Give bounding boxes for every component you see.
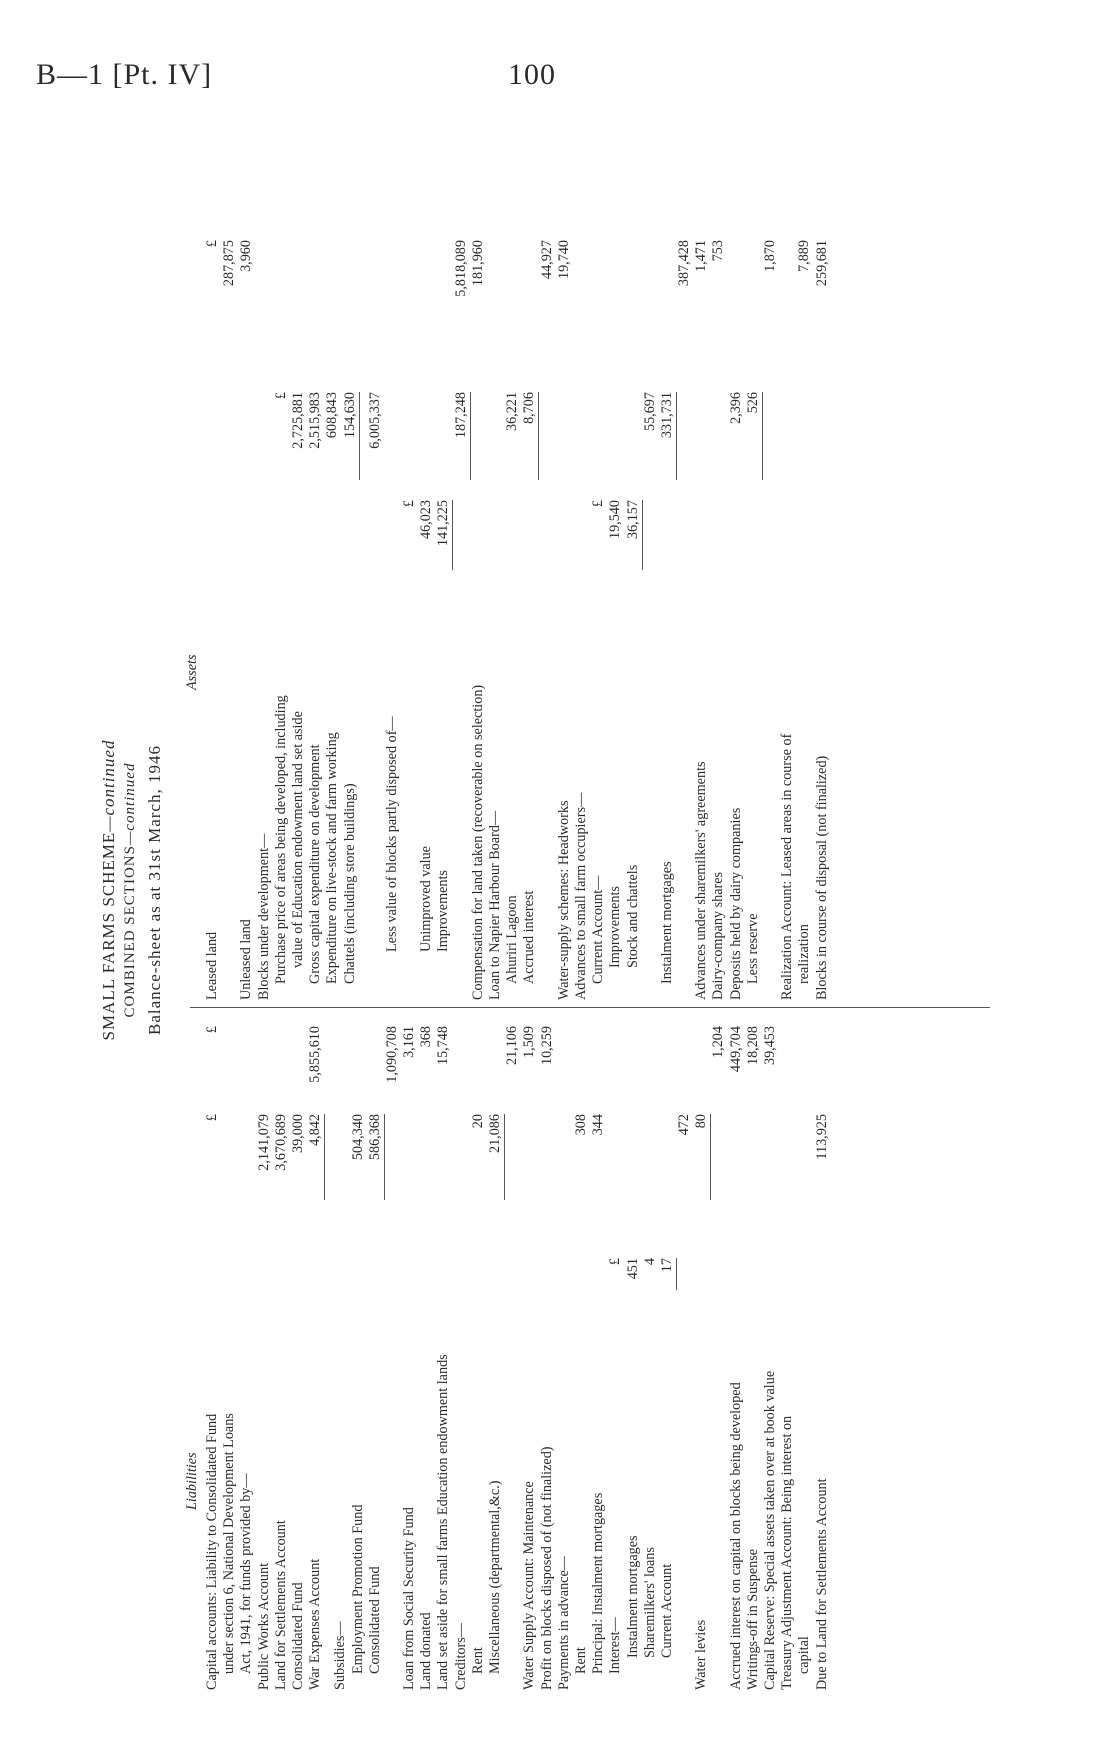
assets-row-label: Improvements [607, 886, 624, 968]
liabilities-row-label: Rent [469, 1647, 486, 1674]
assets-row-label: realization [796, 924, 813, 984]
liabilities-row [659, 1020, 676, 1690]
assets-heading: Assets [184, 654, 200, 690]
liabilities-amount-c2: 1,090,708 [383, 1026, 400, 1083]
assets-row-label: Deposits held by dairy companies [727, 807, 744, 1000]
liabilities-row [204, 1020, 221, 1690]
liabilities-row [642, 1020, 659, 1690]
liabilities-row-label: under section 6, National Development Loans [221, 1413, 238, 1674]
assets-row [342, 230, 359, 1000]
liabilities-amount-c2: 39,453 [762, 1026, 778, 1066]
liabilities-row [418, 1020, 435, 1690]
assets-amount-a2: 19,740 [555, 240, 572, 280]
assets-row-label: value of Education endowment land set aside [289, 711, 306, 968]
liabilities-row [350, 1020, 367, 1690]
assets-row [779, 230, 796, 1000]
assets-amount-a2: 3,960 [238, 240, 255, 272]
liabilities-amount-c0: £ [607, 1258, 624, 1266]
page-number: 100 [508, 58, 556, 91]
rotated-balance-sheet [100, 90, 980, 1690]
liabilities-row-label: Instalment mortgages [624, 1535, 641, 1658]
assets-row-label: Gross capital expenditure on development [307, 744, 324, 984]
liabilities-amount-c2: 10,259 [538, 1026, 555, 1066]
liabilities-amount-c1: £ [204, 1114, 220, 1122]
assets-amount-a0: 46,023 [418, 500, 435, 540]
assets-row-label: Compensation for land taken (recoverable on selection) [469, 684, 486, 1000]
liabilities-row [521, 1020, 538, 1690]
assets-row [453, 230, 470, 1000]
liabilities-row-label: Due to Land for Settlements Account [813, 1478, 830, 1690]
liabilities-row-label: Profit on blocks disposed of (not finalized) [538, 1446, 555, 1690]
liabilities-table [204, 1020, 831, 1690]
liabilities-row-label: Consolidated Fund [289, 1582, 306, 1690]
liabilities-row-label: Public Works Account [255, 1562, 272, 1690]
liabilities-amount-c1: 39,000 [289, 1114, 306, 1154]
title-line-3: Balance-sheet as at 31st March, 1946 [145, 745, 164, 1035]
liabilities-row-label: Consolidated Fund [366, 1566, 383, 1674]
liabilities-spacer [324, 1020, 332, 1690]
assets-amount-a1: 2,396 [727, 392, 744, 424]
assets-row [487, 230, 504, 1000]
liabilities-amount-c0: 17 [658, 1258, 675, 1273]
assets-row-label: Advances under sharemilkers' agreements [693, 761, 710, 1000]
liabilities-row [710, 1020, 727, 1690]
assets-row-label: Chattels (including store buildings) [341, 783, 358, 984]
assets-amount-a1: 36,221 [504, 392, 521, 432]
liabilities-amount-c2: £ [204, 1026, 220, 1034]
assets-row-label: Realization Account: Leased areas in course of [779, 733, 796, 1000]
liabilities-amount-c1: 344 [590, 1114, 607, 1136]
liabilities-row-label: Subsidies— [332, 1621, 349, 1690]
assets-row [625, 230, 642, 1000]
liabilities-row [590, 1020, 607, 1690]
assets-amount-a2: 259,681 [813, 240, 830, 287]
liabilities-heading: Liabilities [184, 1452, 200, 1510]
liabilities-row [693, 1020, 710, 1690]
assets-row [762, 230, 779, 1000]
liabilities-row [453, 1020, 470, 1690]
assets-spacer [359, 230, 367, 1000]
liabilities-row [435, 1020, 452, 1690]
liabilities-row [367, 1020, 384, 1690]
assets-amount-a0: £ [590, 500, 607, 508]
assets-row [745, 230, 762, 1000]
assets-row [401, 230, 418, 1000]
liabilities-amount-c2: 5,855,610 [307, 1026, 324, 1083]
liabilities-amount-c1: 21,086 [487, 1114, 503, 1154]
liabilities-amount-c1: 472 [676, 1114, 693, 1136]
liabilities-row [779, 1020, 796, 1690]
liabilities-row [332, 1020, 349, 1690]
assets-row [324, 230, 341, 1000]
assets-row [290, 230, 307, 1000]
liabilities-subtotal-rule [324, 1114, 325, 1200]
assets-row-label: Blocks under development— [255, 833, 272, 1000]
assets-amount-a2: 1,471 [693, 240, 710, 272]
assets-row [728, 230, 745, 1000]
liabilities-amount-c2: 3,161 [401, 1026, 418, 1058]
assets-row-label: Current Account— [590, 875, 607, 984]
assets-row [539, 230, 556, 1000]
assets-row-label: Less reserve [744, 913, 761, 984]
liabilities-row [676, 1020, 693, 1690]
liabilities-row-label: Land set aside for small farms Education endowment lands [435, 1354, 452, 1690]
liabilities-amount-c2: 15,748 [435, 1026, 452, 1066]
page-reference: B—1 [Pt. IV] [36, 58, 213, 91]
assets-row [814, 230, 831, 1000]
assets-row [435, 230, 452, 1000]
assets-amount-a0: 141,225 [435, 500, 452, 547]
assets-row-label: Instalment mortgages [658, 861, 675, 984]
column-divider [190, 1007, 990, 1008]
assets-row [256, 230, 273, 1000]
liabilities-row [273, 1020, 290, 1690]
liabilities-amount-c0: 451 [624, 1258, 641, 1280]
liabilities-amount-c2: 21,106 [504, 1026, 521, 1066]
assets-amount-a1: 8,706 [521, 392, 538, 424]
assets-subtotal-rule [359, 392, 360, 480]
assets-row-label: Purchase price of areas being developed, including [272, 695, 289, 984]
assets-amount-a1: 187,248 [452, 392, 469, 439]
assets-row-label: Expenditure on live-stock and farm working [324, 732, 341, 984]
liabilities-row-label: Capital accounts: Liability to Consolidated Fund [204, 1413, 220, 1690]
liabilities-row-label: Land donated [418, 1612, 435, 1690]
liabilities-row [539, 1020, 556, 1690]
liabilities-amount-c1: 113,925 [813, 1114, 830, 1160]
liabilities-row-label: capital [796, 1636, 813, 1674]
liabilities-row-label: Loan from Social Security Fund [401, 1507, 418, 1690]
assets-row-label: Advances to small farm occupiers— [572, 792, 589, 1000]
liabilities-row-label: Writings-off in Suspense [744, 1548, 761, 1690]
liabilities-amount-c1: 4,842 [307, 1114, 324, 1146]
assets-row [642, 230, 659, 1000]
assets-amount-a2: 7,889 [796, 240, 813, 272]
liabilities-amount-c2: 368 [418, 1026, 435, 1048]
liabilities-amount-c2: 1,204 [710, 1026, 727, 1058]
liabilities-row-label: Capital Reserve: Special assets taken over at book value [762, 1370, 778, 1690]
assets-row-label: Leased land [204, 931, 220, 1000]
assets-row-label: Water-supply schemes: Headworks [555, 800, 572, 1000]
assets-row-label: Dairy-company shares [710, 871, 727, 1000]
assets-row-label: Unimproved value [418, 846, 435, 952]
liabilities-row [470, 1020, 487, 1690]
assets-amount-a1: 55,697 [641, 392, 658, 432]
liabilities-row-label: Land for Settlements Account [272, 1520, 289, 1690]
liabilities-row-label: Current Account [658, 1563, 675, 1658]
assets-amount-a1: 6,005,337 [366, 392, 383, 449]
liabilities-row [384, 1020, 401, 1690]
assets-row [384, 230, 401, 1000]
assets-row [273, 230, 290, 1000]
assets-table [204, 230, 831, 1000]
assets-row-label: Improvements [435, 870, 452, 952]
liabilities-row [796, 1020, 813, 1690]
liabilities-row-label: Miscellaneous (departmental,&c.) [487, 1480, 503, 1674]
liabilities-amount-c1: 586,368 [366, 1114, 383, 1161]
liabilities-row [625, 1020, 642, 1690]
assets-amount-a1: 2,515,983 [307, 392, 324, 449]
liabilities-row [728, 1020, 745, 1690]
assets-amount-a1: 154,630 [341, 392, 358, 439]
liabilities-row-label: Employment Promotion Fund [349, 1504, 366, 1674]
assets-row [204, 230, 221, 1000]
assets-row [521, 230, 538, 1000]
assets-row [556, 230, 573, 1000]
assets-row [221, 230, 238, 1000]
assets-amount-a2: 5,818,089 [452, 240, 469, 297]
title-line-1 [100, 90, 117, 1690]
title-sub: COMBINED SECTIONS [122, 845, 138, 1018]
assets-row [693, 230, 710, 1000]
assets-row [238, 230, 255, 1000]
liabilities-row-label: Principal: Instalment mortgages [590, 1492, 607, 1674]
assets-row-label: Unleased land [238, 919, 255, 1000]
title-sub-suffix: —continued [122, 762, 138, 846]
liabilities-row-label: Water levies [693, 1619, 710, 1690]
assets-amount-a2: 181,960 [469, 240, 486, 287]
liabilities-amount-c0: 4 [641, 1258, 658, 1266]
assets-row [470, 230, 487, 1000]
assets-amount-a0: 19,540 [607, 500, 624, 540]
assets-row-label: Less value of blocks partly disposed of— [383, 716, 400, 952]
assets-row-label: Accrued interest [521, 890, 538, 984]
liabilities-amount-c1: 20 [469, 1114, 486, 1129]
liabilities-row [401, 1020, 418, 1690]
liabilities-row [607, 1020, 624, 1690]
assets-row [607, 230, 624, 1000]
liabilities-row-label: Water Supply Account: Maintenance [521, 1481, 538, 1690]
liabilities-row-label: Interest— [607, 1617, 624, 1674]
liabilities-row-label: War Expenses Account [307, 1558, 324, 1690]
liabilities-row [762, 1020, 779, 1690]
liabilities-row-label: Rent [572, 1647, 589, 1674]
liabilities-row [307, 1020, 324, 1690]
liabilities-row-label: Act, 1941, for funds provided by— [238, 1473, 255, 1674]
assets-row-label: Stock and chattels [624, 864, 641, 968]
assets-row-label: Loan to Napier Harbour Board— [487, 810, 503, 1000]
assets-amount-a0: 36,157 [624, 500, 641, 540]
assets-row-label: Blocks in course of disposal (not finalized) [813, 755, 830, 1000]
assets-row [573, 230, 590, 1000]
assets-amount-a1: 526 [744, 392, 761, 414]
liabilities-row-label: Accrued interest on capital on blocks being developed [727, 1382, 744, 1690]
assets-amount-a2: 753 [710, 240, 727, 262]
liabilities-row-label: Payments in advance— [555, 1556, 572, 1690]
title-main-suffix: —continued [99, 739, 118, 832]
liabilities-row [238, 1020, 255, 1690]
liabilities-amount-c2: 18,208 [744, 1026, 761, 1066]
assets-amount-a2: 287,875 [221, 240, 238, 287]
assets-row [307, 230, 324, 1000]
liabilities-row [290, 1020, 307, 1690]
liabilities-amount-c2: 1,509 [521, 1026, 538, 1058]
liabilities-row-label: Creditors— [452, 1623, 469, 1690]
liabilities-amount-c2: 449,704 [727, 1026, 744, 1073]
assets-row [418, 230, 435, 1000]
assets-row [796, 230, 813, 1000]
assets-amount-a2: 1,870 [762, 240, 778, 272]
assets-row [367, 230, 384, 1000]
liabilities-row [556, 1020, 573, 1690]
liabilities-amount-c1: 504,340 [349, 1114, 366, 1161]
liabilities-amount-c1: 2,141,079 [255, 1114, 272, 1171]
assets-amount-a1: 331,731 [658, 392, 675, 439]
title-main: SMALL FARMS SCHEME [99, 831, 118, 1041]
liabilities-row [814, 1020, 831, 1690]
assets-row [590, 230, 607, 1000]
title-line-2 [122, 90, 139, 1690]
assets-amount-a1: £ [272, 392, 289, 400]
liabilities-row [573, 1020, 590, 1690]
assets-amount-a1: 608,843 [324, 392, 341, 439]
assets-row [710, 230, 727, 1000]
liabilities-amount-c1: 80 [693, 1114, 710, 1129]
assets-row [676, 230, 693, 1000]
assets-row [659, 230, 676, 1000]
liabilities-row [487, 1020, 504, 1690]
liabilities-row [221, 1020, 238, 1690]
assets-amount-a2: 44,927 [538, 240, 555, 280]
assets-row-label: Ahuriri Lagoon [504, 895, 521, 984]
liabilities-row [504, 1020, 521, 1690]
liabilities-row [745, 1020, 762, 1690]
liabilities-row [256, 1020, 273, 1690]
assets-amount-a2: £ [204, 240, 220, 248]
assets-amount-a0: £ [401, 500, 418, 508]
liabilities-row-label: Treasury Adjustment Account: Being interest on [779, 1415, 796, 1690]
liabilities-amount-c1: 308 [572, 1114, 589, 1136]
assets-amount-a2: 387,428 [676, 240, 693, 287]
liabilities-row-label: Sharemilkers' loans [641, 1547, 658, 1658]
assets-row [504, 230, 521, 1000]
assets-amount-a1: 2,725,881 [289, 392, 306, 449]
liabilities-amount-c1: 3,670,689 [272, 1114, 289, 1171]
